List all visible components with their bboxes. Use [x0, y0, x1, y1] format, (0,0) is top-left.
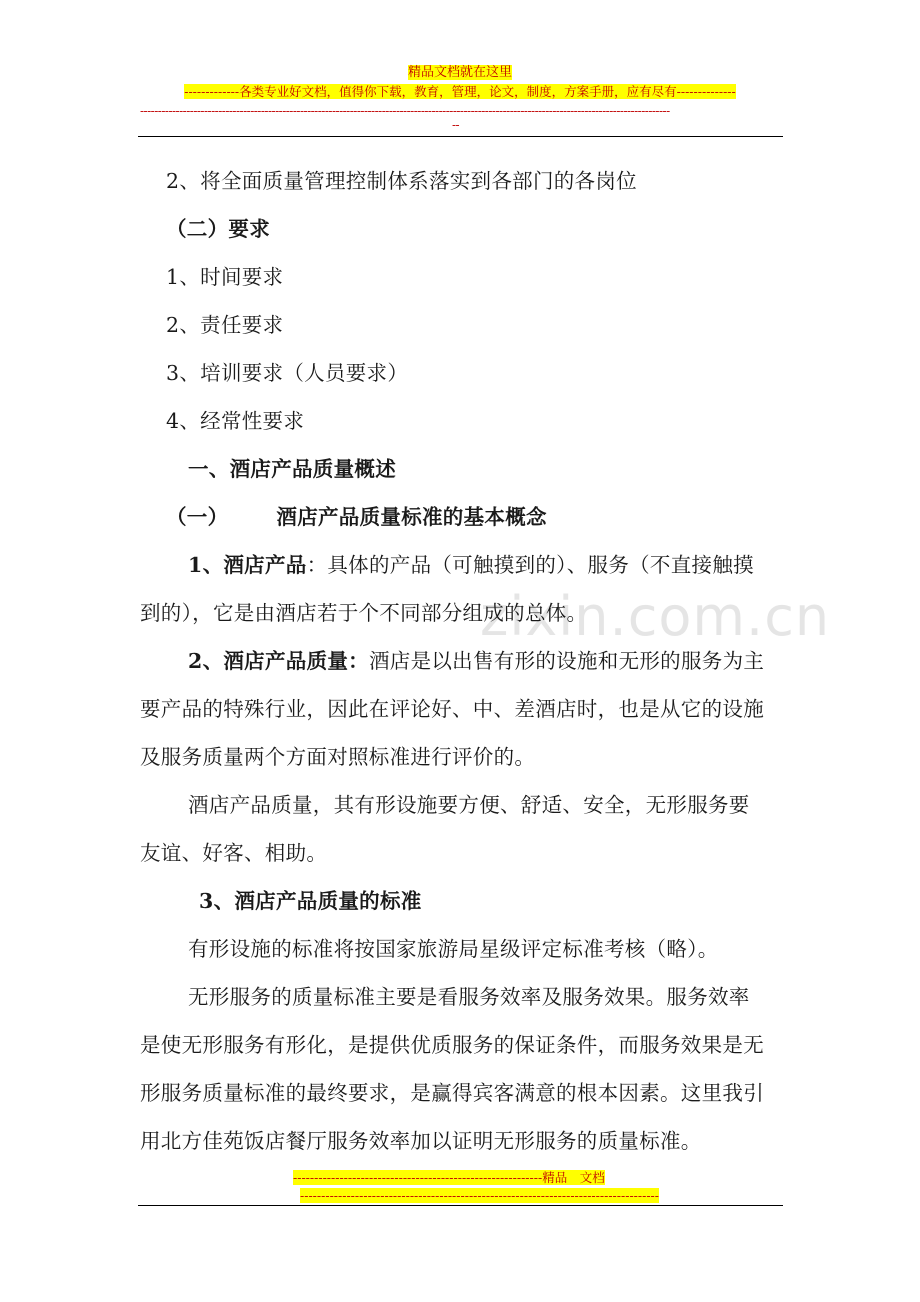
footer-label: -----------------------------------------------------------精品 文档: [293, 1170, 605, 1185]
footer-dashes: -------------------------------------------------------------------------------------: [300, 1188, 660, 1203]
header-title-row: [0, 64, 920, 81]
paragraph-line: 用北方佳苑饭店餐厅服务效率加以证明无形服务的质量标准。: [140, 1129, 702, 1153]
paragraph-line: 无形服务的质量标准主要是看服务效率及服务效果。服务效率: [188, 985, 750, 1009]
subsection-heading: [166, 503, 547, 531]
paragraph-line: 到的），它是由酒店若于个不同部分组成的总体。: [140, 601, 588, 625]
subsection-title: 酒店产品质量标准的基本概念: [276, 505, 547, 529]
footer-line-2: [300, 1188, 660, 1203]
paragraph-line: [188, 551, 754, 579]
term-label: 1、酒店产品: [188, 553, 307, 577]
chapter-heading: 一、酒店产品质量概述: [188, 457, 396, 481]
watermark: zixin.com.cn: [480, 585, 831, 648]
list-item: 4、经常性要求: [166, 409, 305, 433]
header-rule: [138, 136, 783, 137]
subsection-heading: 3、酒店产品质量的标准: [199, 889, 422, 913]
footer-line-1: [293, 1170, 605, 1186]
list-item: 3、培训要求（人员要求）: [166, 361, 409, 385]
term-definition: 酒店是以出售有形的设施和无形的服务为主: [368, 649, 765, 673]
paragraph-line: 酒店产品质量，其有形设施要方便、舒适、安全，无形服务要: [188, 793, 750, 817]
header-tagline-row: [0, 83, 920, 100]
subsection-number: （一）: [166, 505, 229, 529]
header-title: 精品文档就在这里: [407, 65, 512, 80]
paragraph-line: 要产品的特殊行业，因此在评论好、中、差酒店时，也是从它的设施: [140, 697, 764, 721]
paragraph-line: 及服务质量两个方面对照标准进行评价的。: [140, 745, 536, 769]
paragraph-line: 友谊、好客、相助。: [140, 841, 328, 865]
header-dash-line: -----------------------------------------------------------------------------------------------------------------------------------------------------: [140, 104, 670, 118]
term-label: 2、酒店产品质量：: [188, 649, 369, 673]
paragraph-line: 是使无形服务有形化，是提供优质服务的保证条件，而服务效果是无: [140, 1033, 764, 1057]
header-tagline: -------------各类专业好文档，值得你下载，教育，管理，论文，制度，方案手册，应有尽有--------------: [184, 84, 736, 99]
footer-rule: [138, 1205, 783, 1206]
paragraph-line: 有形设施的标准将按国家旅游局星级评定标准考核（略）。: [188, 937, 719, 961]
list-item: 1、时间要求: [166, 265, 284, 289]
body-line: 2、将全面质量管理控制体系落实到各部门的各岗位: [166, 169, 637, 193]
list-item: 2、责任要求: [166, 313, 284, 337]
paragraph-line: 形服务质量标准的最终要求，是赢得宾客满意的根本因素。这里我引: [140, 1081, 764, 1105]
header-dash-tail: --: [452, 118, 460, 132]
paragraph-line: [188, 647, 764, 675]
section-heading: （二）要求: [166, 217, 270, 241]
term-definition: ：具体的产品（可触摸到的）、服务（不直接触摸: [306, 553, 754, 577]
